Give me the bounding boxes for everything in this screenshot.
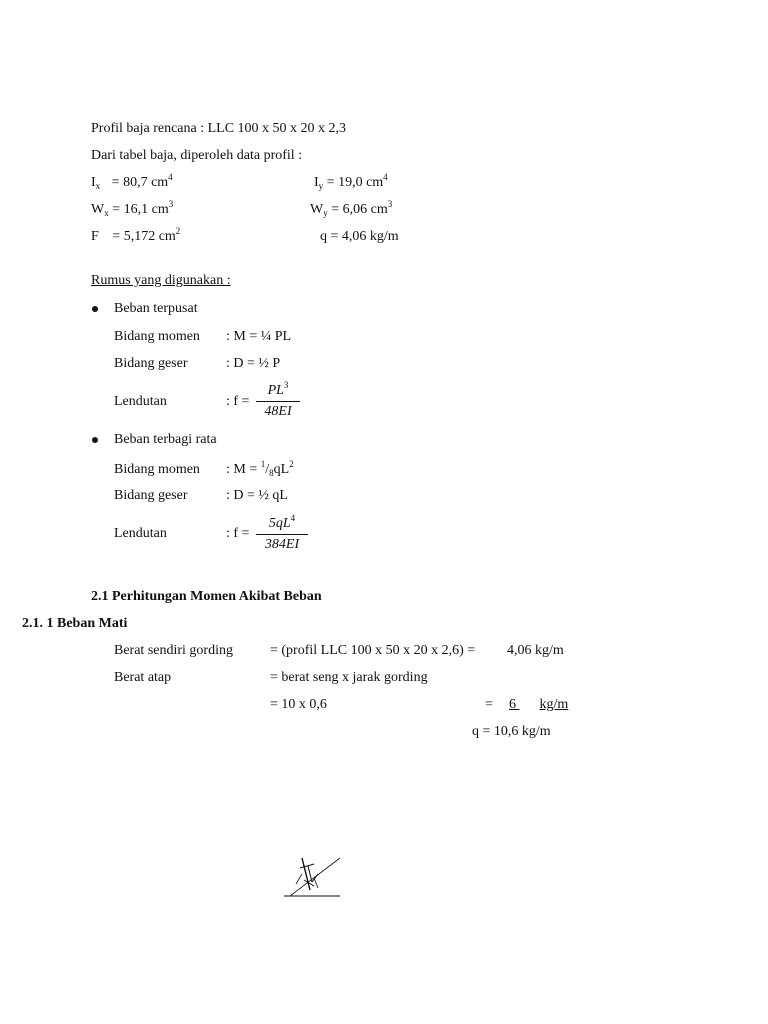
row1-label: Berat sendiri gording xyxy=(114,643,233,658)
point-deflection-denominator: 48EI xyxy=(264,404,292,419)
profile-line-1: Profil baja rencana : LLC 100 x 50 x 20 x 2,3 xyxy=(91,121,347,136)
wy-label: W xyxy=(310,202,324,217)
f-label: F xyxy=(91,229,99,244)
row3-unit: kg/m xyxy=(539,697,569,712)
wx-label: W xyxy=(91,202,105,217)
ix-sub: x xyxy=(95,181,101,191)
ix-label: I xyxy=(91,175,96,190)
dist-deflection-numerator: $5qL^4$ xyxy=(268,513,296,531)
wy-sub: y xyxy=(323,208,328,218)
dist-shear-formula: : D = ½ qL xyxy=(226,488,288,503)
wy-row xyxy=(310,199,393,218)
dist-moment-formula: : $M = ^1/_8qL^2$ xyxy=(226,459,294,478)
ix-value: = 80,7 cm xyxy=(111,175,169,190)
point-deflection-prefix: : f = xyxy=(226,394,250,409)
wy-value: = 6,06 cm xyxy=(331,202,388,217)
row1-formula: = (profil LLC 100 x 50 x 20 x 2,6) = xyxy=(270,643,476,658)
wx-exp: 3 xyxy=(168,199,174,209)
wx-value: = 16,1 cm xyxy=(112,202,169,217)
row3-value: 6 xyxy=(509,697,516,712)
row2-formula: = berat seng x jarak gording xyxy=(270,670,428,685)
f-value: = 5,172 cm xyxy=(112,229,176,244)
row3-formula: = 10 x 0,6 xyxy=(270,697,327,712)
ix-row xyxy=(91,172,173,191)
section-heading: 2.1 Perhitungan Momen Akibat Beban xyxy=(91,589,322,604)
row2-label: Berat atap xyxy=(114,670,172,685)
dist-shear-label: Bidang geser xyxy=(114,488,188,503)
total-q: q = 10,6 kg/m xyxy=(472,724,551,739)
rumus-heading: Rumus yang digunakan : xyxy=(91,273,231,288)
iy-value: = 19,0 cm xyxy=(326,175,384,190)
f-exp: 2 xyxy=(175,226,181,236)
dist-deflection-denominator: 384EI xyxy=(264,537,300,552)
dist-moment-label: Bidang momen xyxy=(114,462,200,477)
wx-sub: x xyxy=(104,208,109,218)
row3-eq: = xyxy=(485,697,493,712)
row1-value: 4,06 kg/m xyxy=(507,643,564,658)
f-row xyxy=(91,226,181,245)
point-moment-label: Bidang momen xyxy=(114,329,200,344)
point-shear-label: Bidang geser xyxy=(114,356,188,371)
iy-row xyxy=(314,172,388,191)
point-moment-formula: : M = ¼ PL xyxy=(226,329,292,344)
iy-sub: y xyxy=(318,181,324,191)
dist-moment-prefix: : M = xyxy=(226,462,258,477)
dist-moment-frac-num: 1 xyxy=(260,459,266,469)
bullet-icon xyxy=(92,437,98,443)
point-deflection-numerator: $PL^3$ xyxy=(267,380,289,398)
dist-deflection-prefix: : f = xyxy=(226,526,250,541)
dist-deflection-fraction xyxy=(256,515,308,554)
iy-label: I xyxy=(314,175,319,190)
roof-slope-sketch-icon xyxy=(282,852,346,902)
dist-deflection-label: Lendutan xyxy=(114,526,167,541)
sub-heading: 2.1. 1 Beban Mati xyxy=(22,616,128,631)
row3-value-underlined xyxy=(495,697,571,713)
wy-exp: 3 xyxy=(387,199,393,209)
point-shear-formula: : D = ½ P xyxy=(226,356,281,371)
bullet-icon xyxy=(92,306,98,312)
q-value: q = 4,06 kg/m xyxy=(320,229,399,244)
distributed-load-title: Beban terbagi rata xyxy=(114,432,217,447)
point-deflection-fraction xyxy=(256,382,300,421)
point-deflection-label: Lendutan xyxy=(114,394,167,409)
profile-line-2: Dari tabel baja, diperoleh data profil : xyxy=(91,148,303,163)
dist-moment-exp: 2 xyxy=(289,459,294,469)
dist-moment-rest: qL xyxy=(273,462,290,477)
ix-exp: 4 xyxy=(168,172,173,182)
wx-row xyxy=(91,199,174,218)
dist-moment-frac-den: 8 xyxy=(269,468,274,478)
iy-exp: 4 xyxy=(383,172,388,182)
point-load-title: Beban terpusat xyxy=(114,301,198,316)
